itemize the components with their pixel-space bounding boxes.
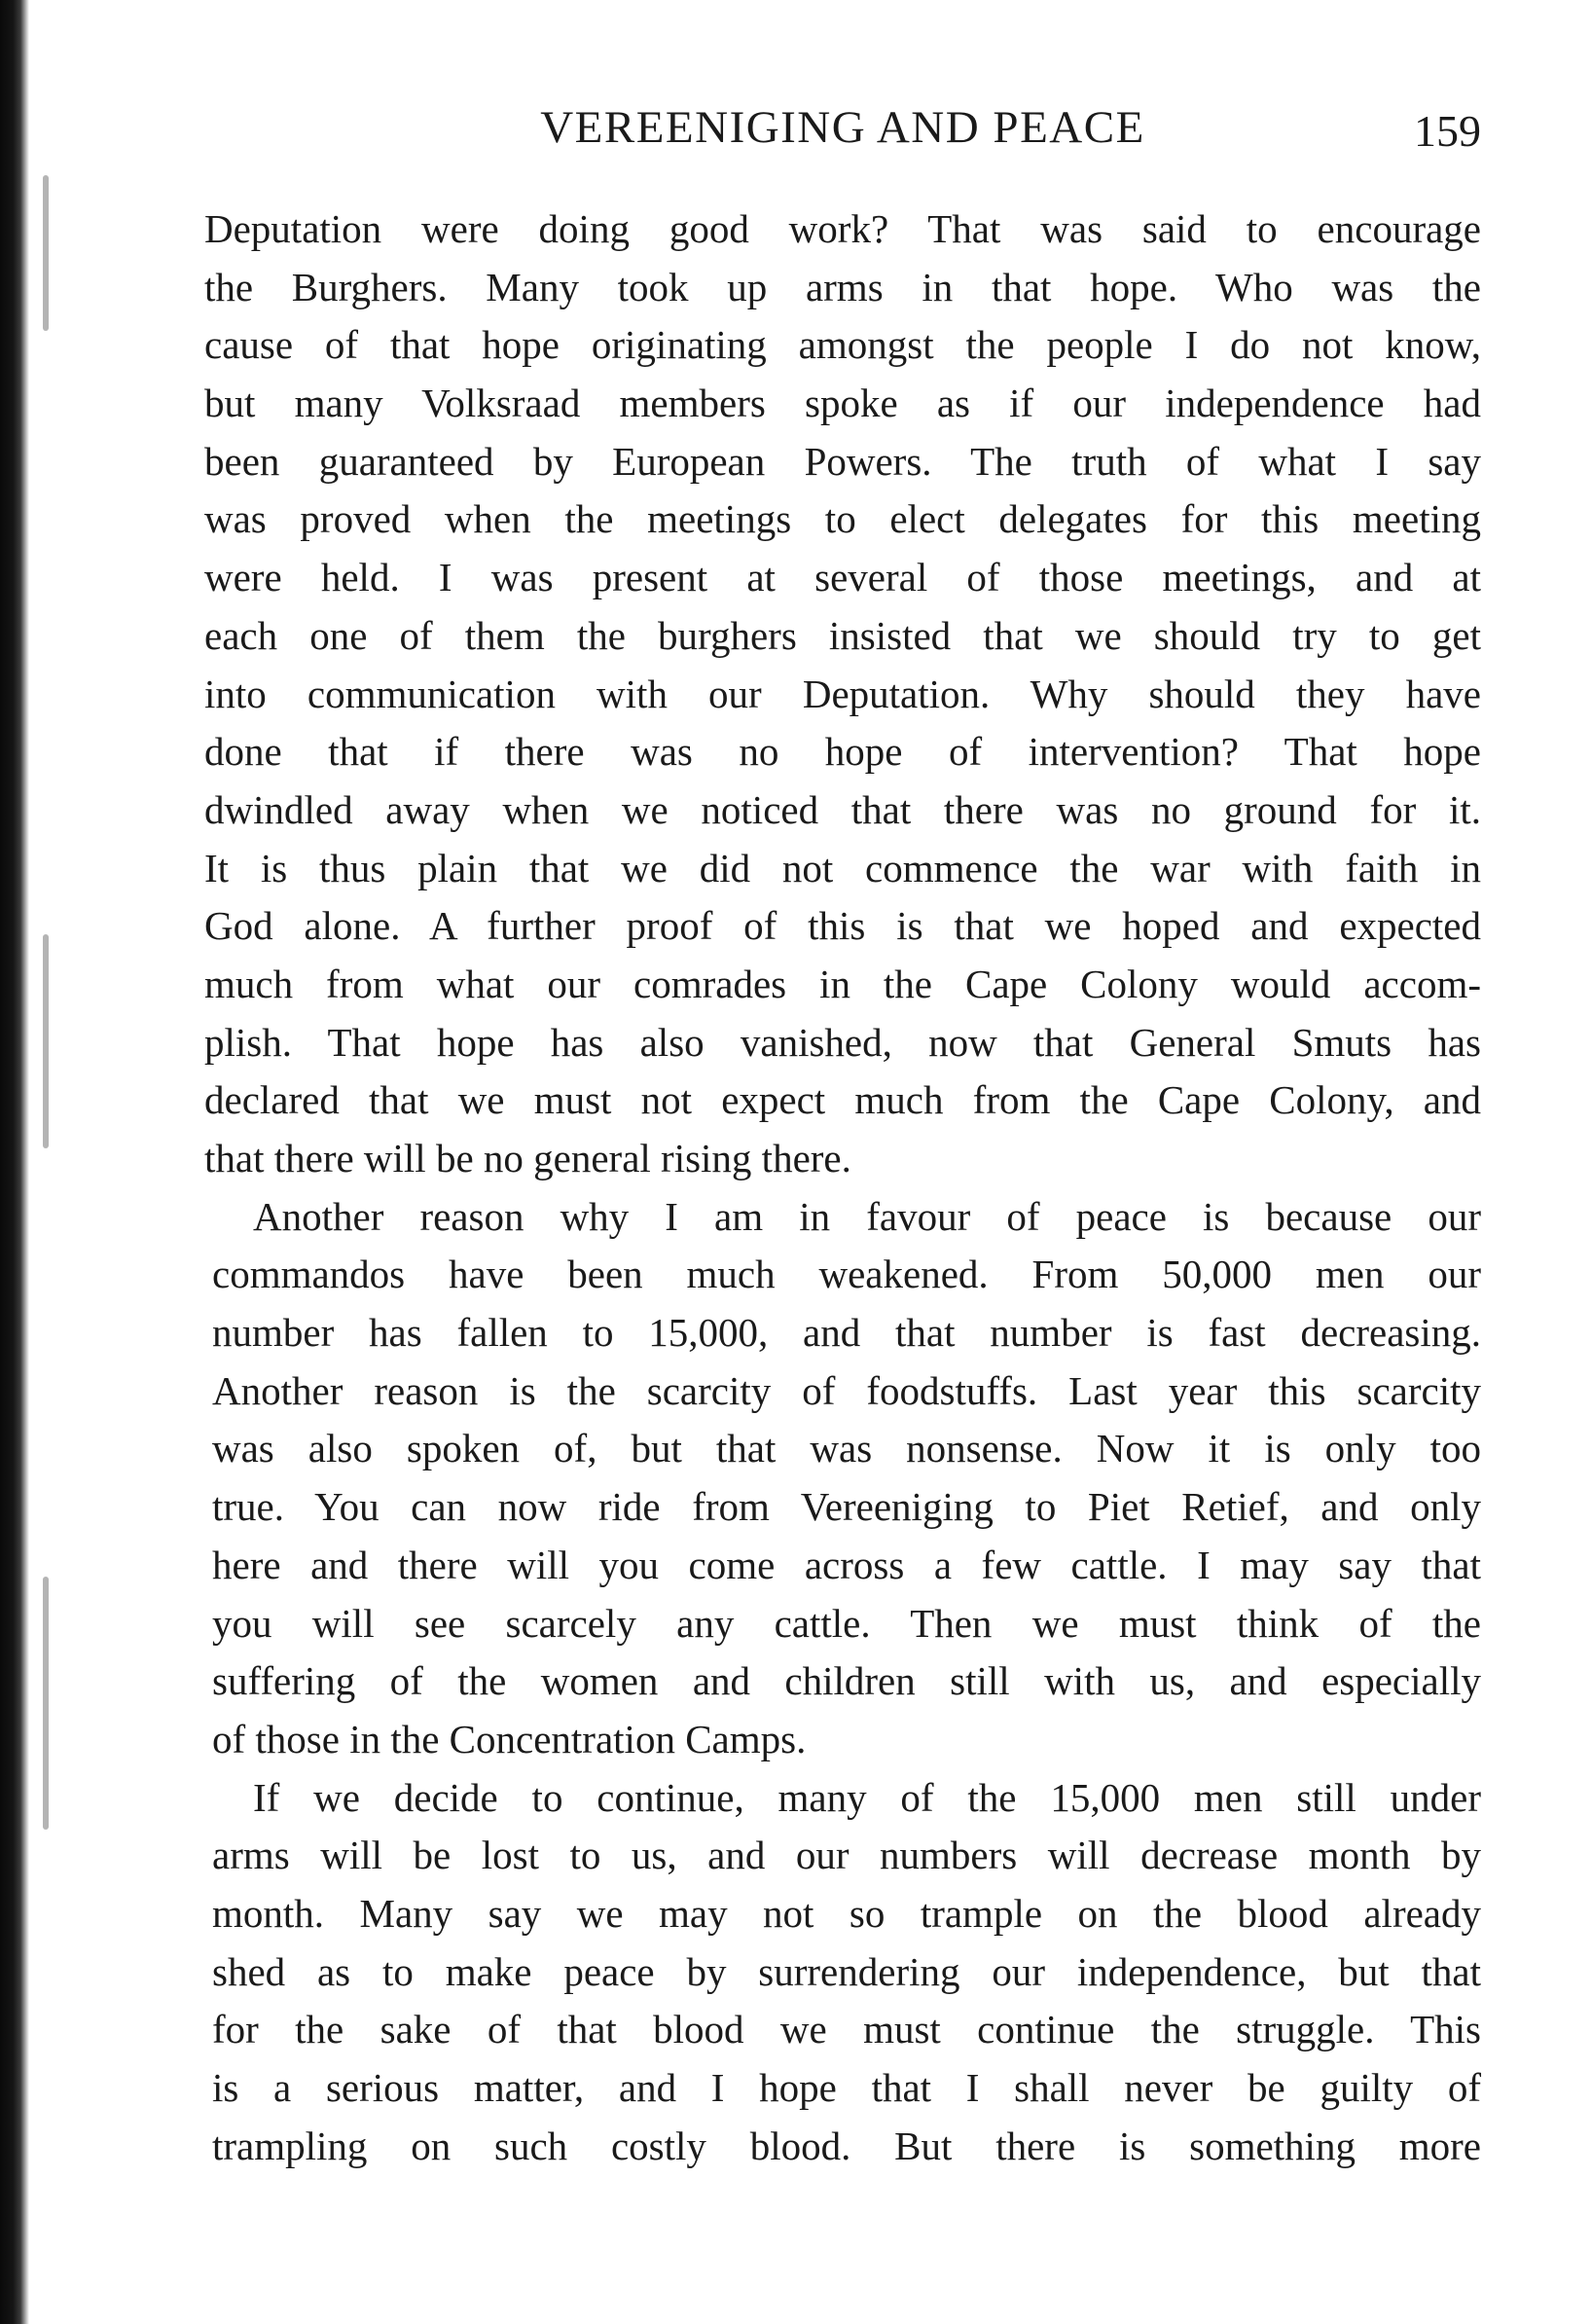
text-line: It is thus plain that we did not commence the war with faith in [204,845,1481,890]
text-line: was also spoken of, but that was nonsense. Now it is only too [212,1426,1481,1471]
text-line: been guaranteed by European Powers. The truth of what I say [204,438,1481,484]
page-header [204,101,1481,160]
text-line: for the sake of that blood we must continue the struggle. This [212,2007,1481,2052]
binding-shadow [43,934,49,1148]
text-line: true. You can now ride from Vereeniging to Piet Retief, and only [212,1484,1481,1530]
text-line: trampling on such costly blood. But there is something more [212,2123,1481,2168]
text-line: here and there will you come across a few cattle. I may say that [212,1542,1481,1587]
running-title: VEREENIGING AND PEACE [540,102,1145,153]
page-binding-edge [0,0,29,2324]
page-number: 159 [1414,106,1481,156]
text-line: plish. That hope has also vanished, now that General Smuts has [204,1019,1481,1065]
text-line: is a serious matter, and I hope that I shall never be guilty of [212,2065,1481,2110]
text-line: month. Many say we may not so trample on the blood already [212,1890,1481,1936]
paragraph-start-line: If we decide to continue, many of the 15,000 men still under [253,1774,1481,1820]
text-line: declared that we must not expect much from the Cape Colony, and [204,1077,1481,1123]
text-line: commandos have been much weakened. From 50,000 men our [212,1252,1481,1297]
paragraph-start-line: Another reason why I am in favour of peace is because our [253,1193,1481,1239]
binding-shadow [43,1577,49,1830]
text-line: God alone. A further proof of this is that we hoped and expected [204,903,1481,949]
text-line: done that if there was no hope of intervention? That hope [204,729,1481,775]
text-line: Deputation were doing good work? That was said to encourage [204,206,1481,251]
text-line: each one of them the burghers insisted that we should try to get [204,612,1481,658]
text-line: suffering of the women and children still with us, and especially [212,1658,1481,1704]
text-line: into communication with our Deputation. Why should they have [204,671,1481,716]
text-line: but many Volksraad members spoke as if our independence had [204,381,1481,426]
text-line: cause of that hope originating amongst the people I do not know, [204,322,1481,368]
paragraph-end-line: that there will be no general rising there. [204,1136,851,1180]
text-line: number has fallen to 15,000, and that number is fast decreasing. [212,1310,1481,1356]
text-line: dwindled away when we noticed that there was no ground for it. [204,786,1481,832]
text-line: was proved when the meetings to elect delegates for this meeting [204,496,1481,542]
text-line: Another reason is the scarcity of foodstuffs. Last year this scarcity [212,1367,1481,1413]
body-text [204,200,1481,2175]
text-line: much from what our comrades in the Cape Colony would accom- [204,961,1481,1006]
text-line: you will see scarcely any cattle. Then we must think of the [212,1600,1481,1646]
paragraph-end-line: of those in the Concentration Camps. [212,1716,807,1761]
binding-shadow [43,175,49,331]
text-line: shed as to make peace by surrendering our independence, but that [212,1948,1481,1994]
text-line: the Burghers. Many took up arms in that hope. Who was the [204,264,1481,309]
text-line: arms will be lost to us, and our numbers will decrease month by [212,1833,1481,1878]
text-line: were held. I was present at several of those meetings, and at [204,555,1481,600]
